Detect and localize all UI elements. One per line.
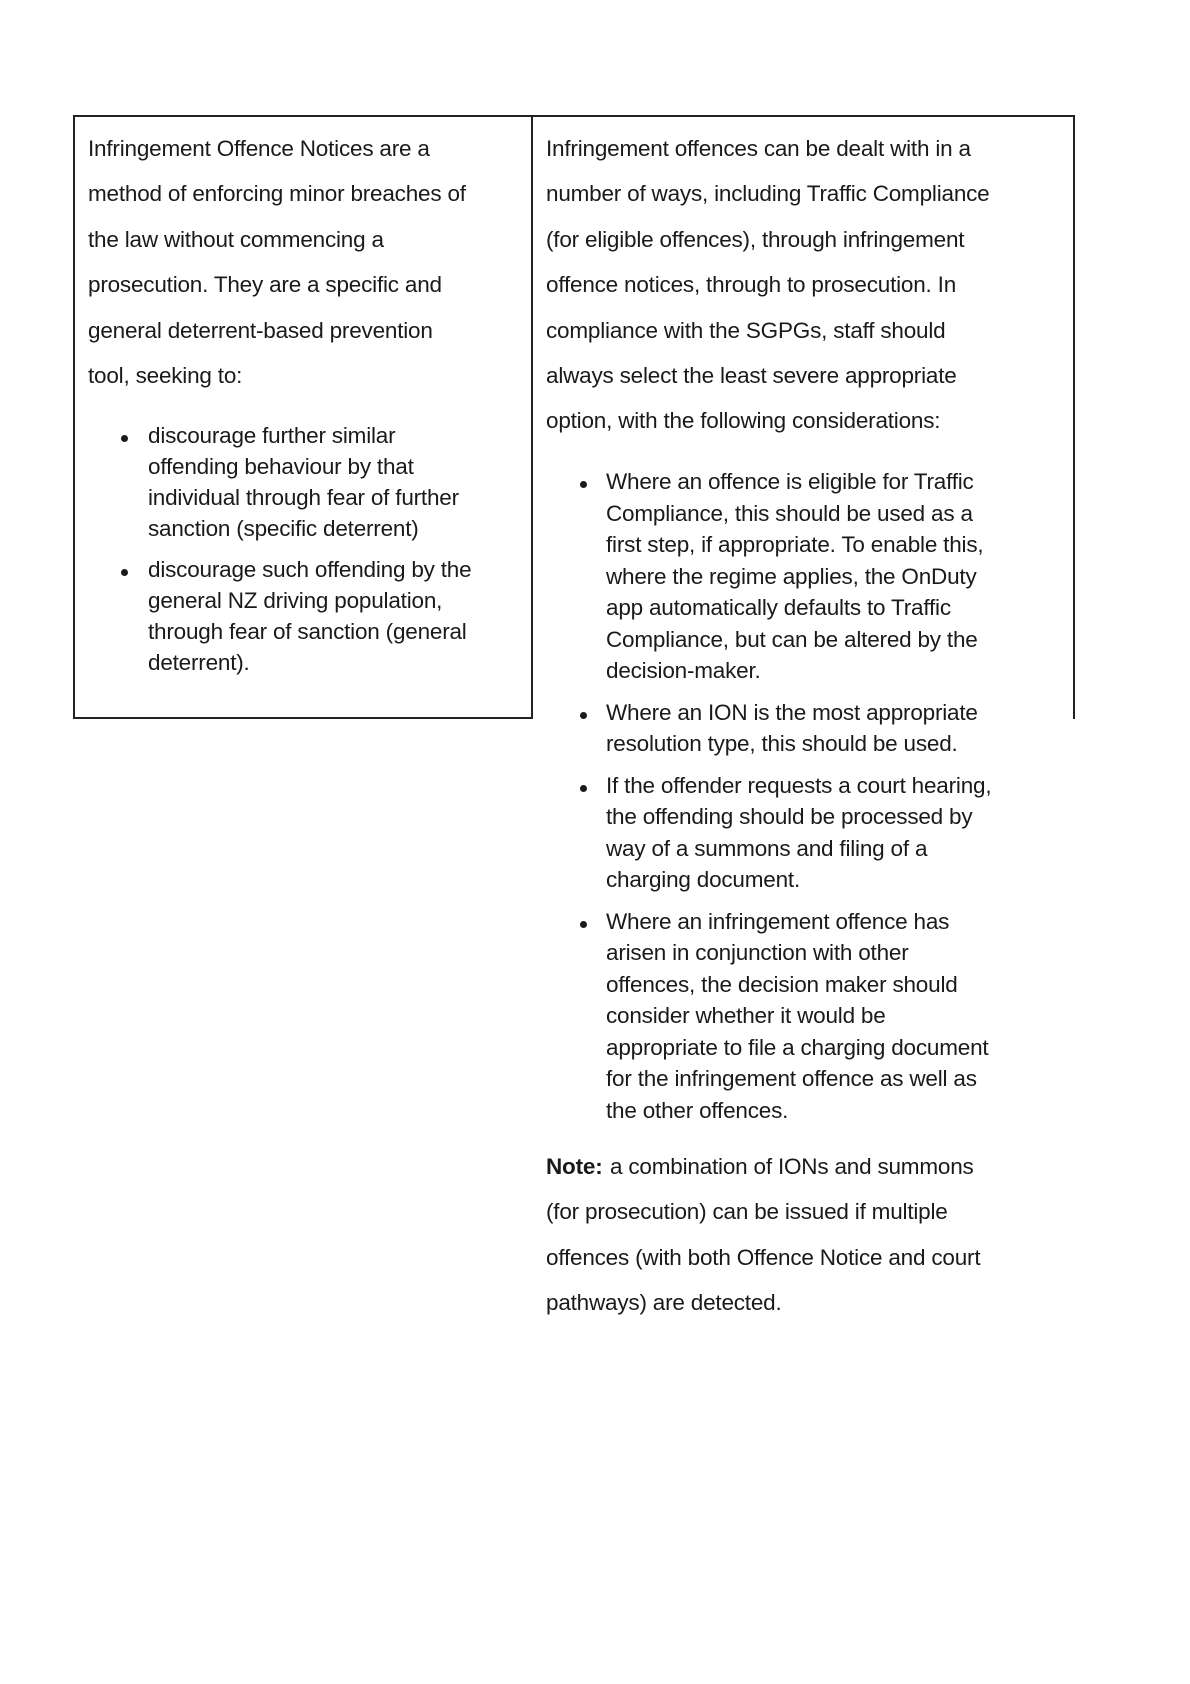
bullet-icon (580, 921, 587, 928)
bullet-icon (580, 481, 587, 488)
bullet-line: discourage further similar (148, 423, 396, 448)
bullet-line: discourage such offending by the (148, 557, 472, 582)
bullet-line: If the offender requests a court hearing, (606, 772, 992, 798)
bullet-line: charging document. (606, 867, 801, 892)
table-border-bottom-left (73, 717, 533, 719)
table-border-left (73, 115, 75, 719)
bullet-line: individual through fear of further (148, 485, 459, 510)
paragraph-line: method of enforcing minor breaches of (88, 181, 466, 207)
bullet-line: offending behaviour by that (148, 454, 414, 479)
paragraph-line: the law without commencing a (88, 226, 384, 252)
bullet-line: resolution type, this should be used. (606, 731, 958, 756)
note-line: (for prosecution) can be issued if multiple (546, 1199, 948, 1225)
bullet-line: Where an infringement offence has (606, 908, 950, 934)
bullet-line: the other offences. (606, 1097, 789, 1123)
bullet-icon (580, 785, 587, 792)
note-line: a combination of IONs and summons (610, 1154, 974, 1179)
paragraph-line: compliance with the SGPGs, staff should (546, 317, 946, 343)
bullet-line: offences, the decision maker should (606, 971, 958, 997)
bullet-line: for the infringement offence as well as (606, 1066, 977, 1091)
bullet-line: deterrent). (148, 650, 250, 675)
paragraph-line: offence notices, through to prosecution. In (546, 272, 957, 298)
paragraph-line: general deterrent-based prevention (88, 317, 433, 343)
bullet-line: Compliance, this should be used as a (606, 500, 973, 526)
paragraph-line: Infringement Offence Notices are a (88, 136, 430, 161)
bullet-line: decision-maker. (606, 658, 761, 683)
table-border-top (73, 115, 1075, 117)
bullet-line: through fear of sanction (general (148, 619, 467, 644)
note-line: offences (with both Offence Notice and court (546, 1244, 981, 1270)
note-line: pathways) are detected. (546, 1290, 782, 1316)
note-label: Note: (546, 1154, 603, 1179)
paragraph-line: number of ways, including Traffic Compliance (546, 181, 990, 207)
bullet-line: Compliance, but can be altered by the (606, 626, 978, 652)
bullet-line: sanction (specific deterrent) (148, 516, 419, 541)
bullet-line: Where an ION is the most appropriate (606, 699, 978, 725)
paragraph-line: (for eligible offences), through infringement (546, 226, 965, 252)
table-border-middle (531, 115, 533, 719)
bullet-line: Where an offence is eligible for Traffic (606, 469, 974, 494)
bullet-line: appropriate to file a charging document (606, 1034, 989, 1060)
bullet-line: first step, if appropriate. To enable this, (606, 532, 984, 557)
bullet-icon (580, 712, 587, 719)
bullet-line: the offending should be processed by (606, 804, 973, 829)
bullet-line: way of a summons and filing of a (606, 835, 928, 861)
paragraph-line: prosecution. They are a specific and (88, 272, 442, 298)
bullet-line: consider whether it would be (606, 1003, 886, 1028)
paragraph-line: Infringement offences can be dealt with in a (546, 136, 971, 161)
paragraph-line: always select the least severe appropriate (546, 363, 957, 388)
paragraph-line: tool, seeking to: (88, 363, 243, 388)
bullet-icon (121, 435, 128, 442)
bullet-icon (121, 569, 128, 576)
paragraph-line: option, with the following considerations: (546, 408, 941, 434)
table-border-right (1073, 115, 1075, 719)
bullet-line: general NZ driving population, (148, 588, 443, 613)
bullet-line: arisen in conjunction with other (606, 940, 909, 965)
bullet-line: app automatically defaults to Traffic (606, 595, 951, 620)
bullet-line: where the regime applies, the OnDuty (606, 563, 977, 589)
